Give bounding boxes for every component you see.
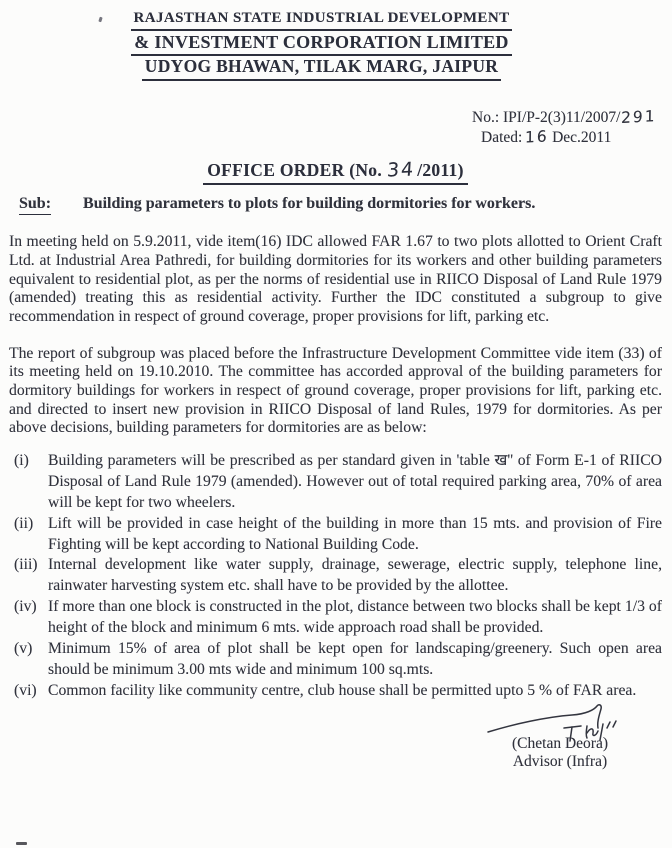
list-item-marker: (vi) xyxy=(14,681,37,699)
date-rest: Dec.2011 xyxy=(552,128,612,146)
list-item-text: Common facility like community centre, club house shall be permitted upto 5 % of FAR area. xyxy=(48,681,637,699)
order-number-handwritten: 34 xyxy=(386,158,416,182)
list-item-marker: (iii) xyxy=(14,556,38,574)
signatory-designation: Advisor (Infra) xyxy=(512,753,608,771)
org-address-line: UDYOG BHAWAN, TILAK MARG, JAIPUR xyxy=(142,56,501,81)
scan-artifact-dash xyxy=(16,842,27,845)
list-item-text: Internal development like water supply, drainage, sewerage, electric supply, telephone line, rainwater harvesting system etc. shall have to be provided by the allottee. xyxy=(48,556,662,595)
reference-number-label: No.: IPI/P-2(3)11/2007/ xyxy=(472,109,621,127)
office-order-title-row xyxy=(9,159,662,185)
title-prefix: OFFICE ORDER (No. xyxy=(207,160,383,181)
list-item xyxy=(9,555,662,597)
org-name-line2: & INVESTMENT CORPORATION LIMITED xyxy=(131,31,511,57)
reference-block xyxy=(472,108,658,147)
date-day-handwritten: 16 xyxy=(525,127,550,147)
subject-label: Sub: xyxy=(19,195,51,215)
list-item-text: Building parameters will be prescribed as per standard given in 'table ख'' of Form E-1 of RIICO Disposal of Land Rule 1979 (amended). However out of total required parking area, 70% of area will be kept for two wheelers. xyxy=(48,452,662,511)
list-item xyxy=(9,681,662,702)
date-label: Dated: xyxy=(481,128,523,146)
signatory-name: (Chetan Deora) xyxy=(512,734,608,752)
list-item-marker: (i) xyxy=(14,452,29,470)
parameters-list xyxy=(9,451,662,702)
list-item xyxy=(9,451,662,514)
body-paragraph-1: In meeting held on 5.9.2011, vide item(16) IDC allowed FAR 1.67 to two plots allotted to Orient Craft Ltd. at Industrial Area Pathredi, for building dormitories for its workers and other building parameters equivalent to residential plot, as per the norms of residential use in RIICO Disposal of Land Rule 1979 (amended) treating this as residential activity. Further the IDC constituted a subgroup to give recommendation in respect of ground coverage, proper provisions for lift, parking etc. xyxy=(9,233,662,325)
signature-block xyxy=(484,702,636,772)
list-item xyxy=(9,639,662,681)
list-item-marker: (iv) xyxy=(14,598,37,616)
list-item-text: Minimum 15% of area of plot shall be kept open for landscaping/greenery. Such open area should be minimum 3.00 mts wide and minimum 100 sq.mts. xyxy=(48,639,662,678)
reference-number-line xyxy=(472,108,658,128)
subject-row xyxy=(9,195,662,215)
office-order-title xyxy=(203,159,467,185)
reference-number-handwritten: 291 xyxy=(621,107,658,128)
list-item-text: Lift will be provided in case height of the building in more than 15 mts. and provision of Fire Fighting will be kept according to National Building Code. xyxy=(48,514,662,553)
list-item xyxy=(9,597,662,639)
title-suffix: /2011) xyxy=(417,160,464,181)
reference-date-line xyxy=(481,128,658,148)
list-item-text: If more than one block is constructed in the plot, distance between two blocks shall be kept 1/3 of height of the block and minimum 6 mts. wide approach road shall be provided. xyxy=(48,598,662,637)
letterhead xyxy=(0,8,648,81)
body-paragraph-2: The report of subgroup was placed before the Infrastructure Development Committee vide item (33) of its meeting held on 19.10.2010. The committee has accorded approval of the building parameters for dormitory buildings for workers in respect of ground coverage, proper provisions for lift, parking etc. and directed to insert new provision in RIICO Disposal of land Rules, 1979 for dormitories. As per above decisions, building parameters for dormitories are as below: xyxy=(9,344,662,437)
list-item xyxy=(9,514,662,556)
org-name-line1: RAJASTHAN STATE INDUSTRIAL DEVELOPMENT xyxy=(131,9,513,31)
subject-text: Building parameters to plots for building dormitories for workers. xyxy=(83,195,536,213)
list-item-marker: (ii) xyxy=(14,514,34,532)
list-item-marker: (v) xyxy=(14,639,33,657)
